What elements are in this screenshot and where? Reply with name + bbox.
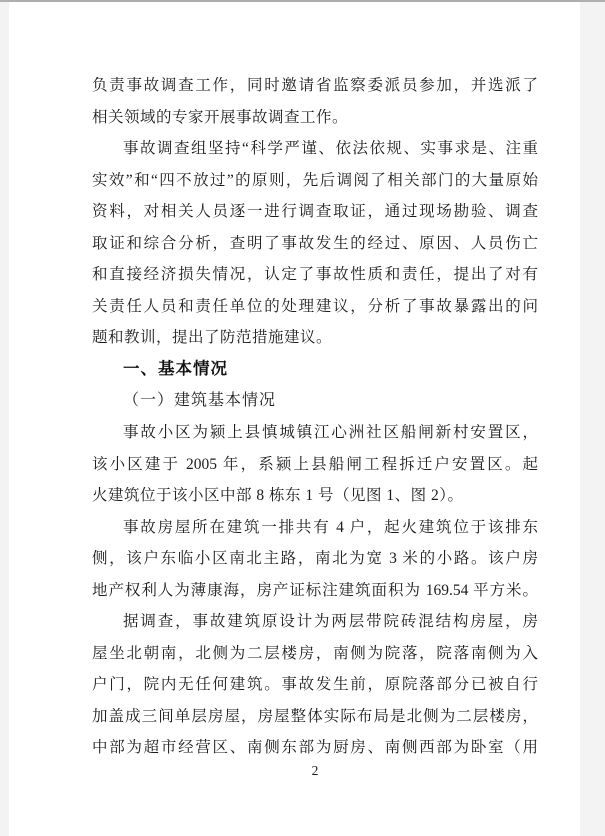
text-line: 火建筑位于该小区中部 8 栋东 1 号（见图 1、图 2）。 (92, 487, 464, 505)
text-line: 资料，对相关人员逐一进行调查取证，通过现场勘验、调查 (92, 203, 538, 221)
section-heading: 一、基本情况 (123, 359, 228, 378)
text-line: 关责任人员和责任单位的处理建议，分析了事故暴露出的问 (92, 297, 538, 315)
text-line: 实效”和“四不放过”的原则，先后调阅了相关部门的大量原始 (92, 171, 538, 189)
text-line: 据调查，事故建筑原设计为两层带院砖混结构房屋，房 (123, 613, 538, 631)
text-line: 屋坐北朝南，北侧为二层楼房，南侧为院落，院落南侧为入 (92, 644, 538, 662)
text-line: 加盖成三间单层房屋，房屋整体实际布局是北侧为二层楼房， (92, 707, 538, 725)
page-number: 2 (311, 763, 319, 778)
text-line: 事故房屋所在建筑一排共有 4 户，起火建筑位于该排东 (123, 518, 538, 536)
sub-section-heading: （一）建筑基本情况 (123, 392, 277, 410)
document-page (9, 2, 580, 836)
text-line: 题和教训，提出了防范措施建议。 (92, 329, 333, 347)
text-line: 户门，院内无任何建筑。事故发生前，原院落部分已被自行 (92, 676, 538, 694)
text-line: 侧，该户东临小区南北主路，南北为宽 3 米的小路。该户房 (92, 550, 538, 568)
text-line: 中部为超市经营区、南侧东部为厨房、南侧西部为卧室（用 (92, 739, 538, 757)
text-line: 地产权利人为薄康海，房产证标注建筑面积为 169.54 平方米。 (92, 581, 538, 599)
text-line: 事故小区为颍上县慎城镇江心洲社区船闸新村安置区， (123, 424, 538, 442)
text-line: 事故调查组坚持“科学严谨、依法依规、实事求是、注重 (123, 140, 538, 158)
text-line: 负责事故调查工作，同时邀请省监察委派员参加，并选派了 (92, 77, 538, 94)
text-line: 和直接经济损失情况，认定了事故性质和责任，提出了对有 (92, 266, 538, 284)
text-line: 该小区建于 2005 年，系颍上县船闸工程拆迁户安置区。起 (92, 455, 538, 473)
text-line: 取证和综合分析，查明了事故发生的经过、原因、人员伤亡 (92, 234, 538, 252)
text-line: 相关领域的专家开展事故调查工作。 (92, 108, 349, 126)
document-body (92, 70, 538, 764)
